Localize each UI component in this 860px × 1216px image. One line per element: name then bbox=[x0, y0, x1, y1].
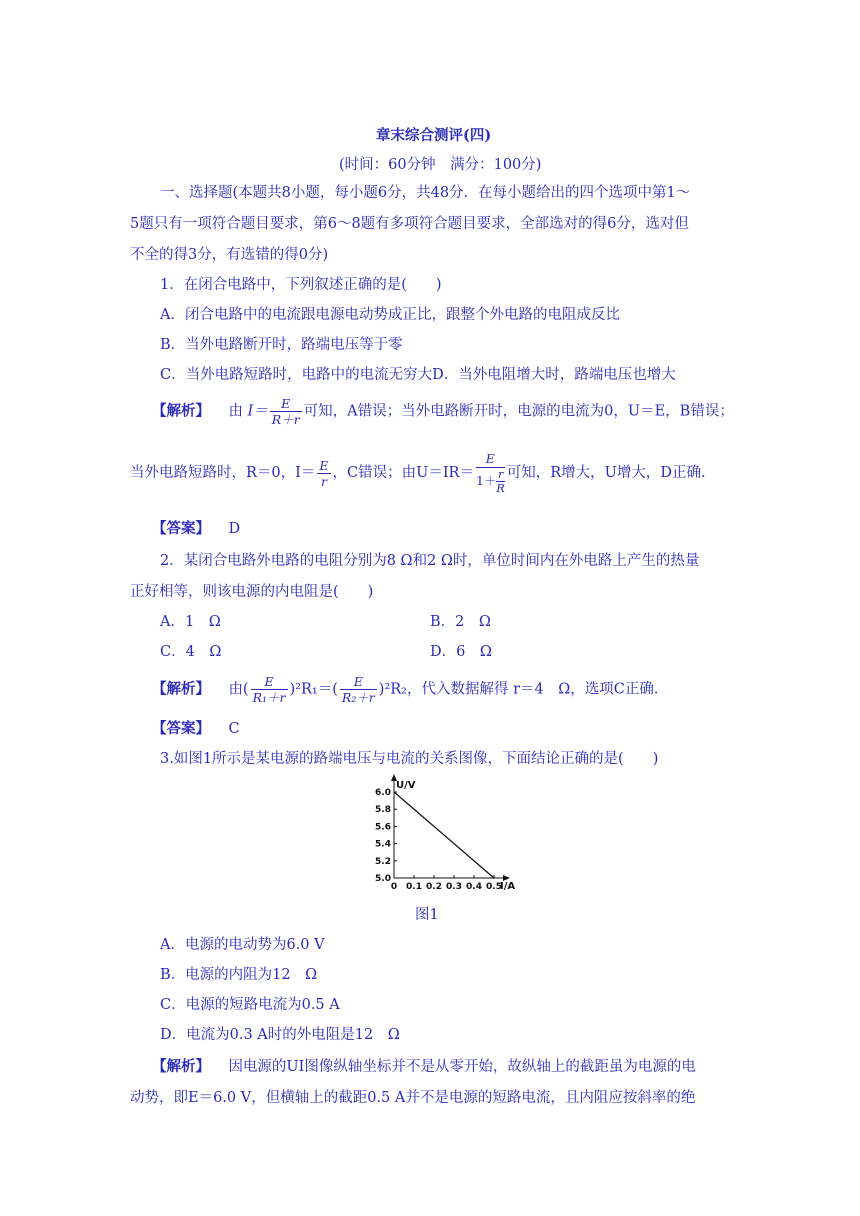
x-tick-label: 0.5 bbox=[486, 882, 502, 892]
y-tick-label: 6.0 bbox=[375, 788, 391, 798]
q2-option-a: A．1 Ω bbox=[160, 614, 221, 630]
q2-option-c: C．4 Ω bbox=[160, 644, 222, 660]
y-tick-label: 5.0 bbox=[375, 874, 391, 884]
q1-answer: 【答案】 D bbox=[152, 520, 241, 537]
page-subtitle: (时间：60分钟 满分：100分) bbox=[339, 157, 542, 173]
y-tick-label: 5.4 bbox=[375, 839, 391, 850]
q3-option-a: A．电源的电动势为6.0 V bbox=[160, 937, 325, 953]
q3-analysis-line-2: 动势，即E＝6.0 V，但横轴上的截距0.5 A并不是电源的短路电流，且内阻应按斜率的绝 bbox=[130, 1090, 696, 1106]
q3-option-c: C．电源的短路电流为0.5 A bbox=[160, 997, 340, 1013]
q3-option-d: D．电流为0.3 A时的外电阻是12 Ω bbox=[160, 1027, 400, 1043]
y-tick-label: 5.8 bbox=[375, 805, 391, 816]
figure-caption: 图1 bbox=[415, 907, 439, 923]
chart-y-axis-label: U/V bbox=[396, 780, 416, 791]
y-tick-label: 5.6 bbox=[375, 822, 391, 833]
q1-fraction-3: E 1＋ $\frac{r}{R}$ bbox=[475, 451, 505, 495]
x-tick-label: 0.4 bbox=[466, 882, 482, 892]
intro-line-3: 不全的得3分，有选错的得0分) bbox=[130, 247, 329, 263]
q2-option-d: D．6 Ω bbox=[430, 644, 492, 660]
q2-fraction-2: $\frac{E}{\text{R₂＋r}}$ bbox=[341, 674, 375, 705]
q1-analysis-line-1: 【解析】 由 I＝ $\frac{E}{R+r}$ 可知，A错误；当外电路断开时，电源的电流为0，U＝E，B错误； bbox=[152, 396, 734, 427]
chart-x-axis-label: I/A bbox=[500, 881, 516, 892]
q2-option-b: B．2 Ω bbox=[430, 614, 491, 630]
q1-fraction-2: $\frac{E}{r}$ bbox=[319, 457, 329, 489]
intro-line-1: 一、选择题(本题共8小题，每小题6分，共48分．在每小题给出的四个选项中第1～ bbox=[160, 185, 691, 201]
q1-stem: 1．在闭合电路中，下列叙述正确的是( ) bbox=[160, 277, 442, 293]
q1-option-cd: C．当外电路短路时，电路中的电流无穷大D．当外电阻增大时，路端电压也增大 bbox=[160, 367, 676, 383]
x-tick-label: 0.2 bbox=[426, 882, 442, 892]
x-tick-label: 0 bbox=[390, 882, 398, 892]
chart-series bbox=[394, 792, 494, 878]
q2-stem-line-1: 2．某闭合电路外电路的电阻分别为8 Ω和2 Ω时，单位时间内在外电路上产生的热量 bbox=[160, 553, 700, 569]
q3-stem: 3.如图1所示是某电源的路端电压与电流的关系图像，下面结论正确的是( ) bbox=[160, 751, 659, 767]
q3-option-b: B．电源的内阻为12 Ω bbox=[160, 967, 318, 983]
q2-fraction-1: $\frac{E}{\text{R₁＋r}}$ bbox=[252, 674, 286, 705]
x-tick-label: 0.3 bbox=[446, 882, 462, 892]
q1-option-a: A．闭合电路中的电流跟电源电动势成正比，跟整个外电路的电阻成反比 bbox=[160, 307, 620, 323]
q1-analysis-line-2: 当外电路短路时，R＝0，I＝ $\frac{E}{r}$ ，C错误；由U＝IR＝ E 1＋ $\frac{r}{R}$ 可知，R增大，U增大，D正确． bbox=[130, 451, 716, 495]
y-tick-label: 5.2 bbox=[375, 856, 391, 867]
intro-line-2: 5题只有一项符合题目要求，第6～8题有多项符合题目要求，全部选对的得6分，选对但 bbox=[130, 216, 689, 232]
series-line bbox=[394, 792, 494, 878]
q2-analysis: 【解析】 由( $\frac{E}{\text{R₁＋r}}$ )²R₁＝( $\frac{E}{\text{R₂＋r}}$ )²R₂，代入数据解得 r＝4 Ω，选项C正确． bbox=[152, 674, 669, 705]
q2-stem-line-2: 正好相等，则该电源的内电阻是( ) bbox=[130, 584, 374, 600]
q1-analysis-label: 【解析】 bbox=[152, 402, 210, 420]
q2-answer: 【答案】 C bbox=[152, 720, 240, 737]
q1-fraction-1: $\frac{E}{R+r}$ bbox=[271, 396, 300, 427]
x-tick-label: 0.1 bbox=[406, 882, 422, 892]
u-i-chart bbox=[360, 774, 530, 900]
page-title: 章末综合测评(四) bbox=[376, 127, 492, 144]
q3-analysis-line-1: 【解析】 因电源的UI图像纵轴坐标并不是从零开始，故纵轴上的截距虽为电源的电 bbox=[152, 1058, 696, 1075]
q1-option-b: B．当外电路断开时，路端电压等于零 bbox=[160, 337, 403, 353]
